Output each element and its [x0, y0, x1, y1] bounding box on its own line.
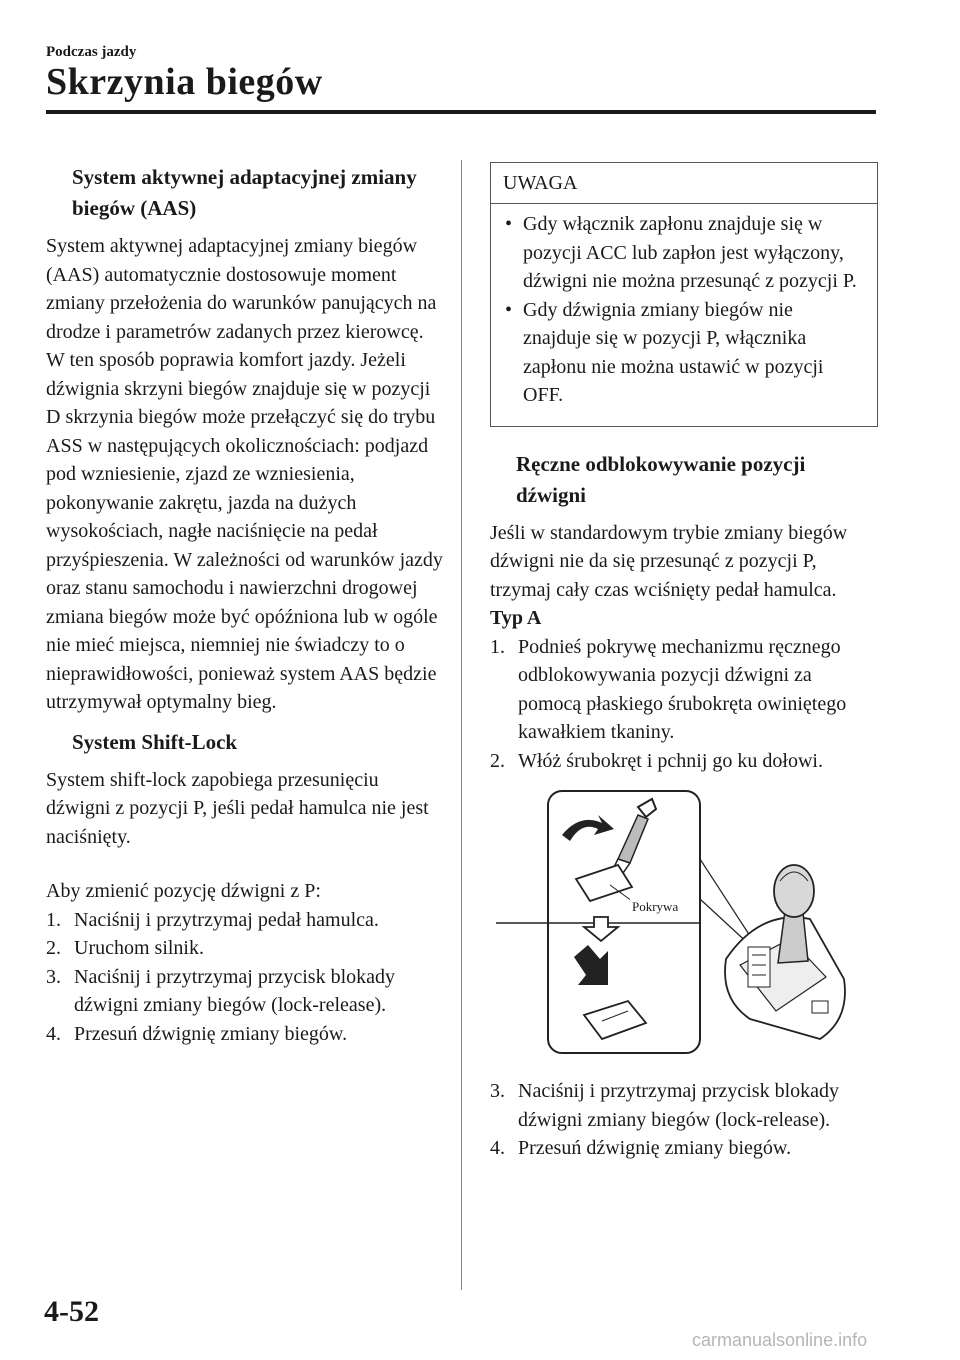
note-body: [491, 204, 877, 426]
left-column: [46, 162, 446, 1048]
list-item: 2. Uruchom silnik.: [46, 937, 204, 959]
note-bullet: • Gdy dźwignia zmiany biegów nie znajduje się w pozycji P, włącznika zapłonu nie można ustawić w pozycji OFF.: [505, 296, 865, 410]
aas-heading: System aktywnej adaptacyjnej zmiany biegów (AAS): [72, 165, 417, 220]
shiftlock-heading: System Shift-Lock: [72, 729, 238, 754]
type-label: Typ A: [490, 607, 542, 629]
page-title: Skrzynia biegów: [46, 61, 323, 103]
column-divider: [461, 160, 462, 1290]
list-item: 3. Naciśnij i przytrzymaj przycisk blokady dźwigni zmiany biegów (lock-release).: [46, 965, 396, 1016]
manual-steps-after: [490, 1077, 878, 1163]
list-item: 3. Naciśnij i przytrzymaj przycisk blokady dźwigni zmiany biegów (lock-release).: [490, 1080, 840, 1131]
bullet-icon: •: [505, 298, 513, 321]
page-number: 4-52: [44, 1295, 99, 1328]
figure-label: Pokrywa: [630, 893, 680, 922]
shiftlock-intro: Aby zmienić pozycję dźwigni z P:: [46, 880, 321, 902]
manual-steps: [490, 633, 878, 776]
manual-release-body: Jeśli w standardowym trybie zmiany biegów dźwigni nie da się przesunąć z pozycji P, trzymaj cały czas wciśnięty pedał hamulca.: [490, 521, 848, 601]
note-bullet: • Gdy włącznik zapłonu znajduje się w pozycji ACC lub zapłon jest wyłączony, dźwigni nie można przesunąć z pozycji P.: [505, 210, 865, 296]
note-title: UWAGA: [491, 163, 877, 204]
shiftlock-steps: [46, 906, 446, 1049]
right-column: [490, 162, 878, 1163]
watermark: carmanualsonline.info: [692, 1330, 868, 1350]
list-item: 4. Przesuń dźwignię zmiany biegów.: [46, 1022, 348, 1045]
bullet-icon: •: [505, 213, 513, 235]
header-rule: [46, 110, 876, 114]
list-item: 2. Włóż śrubokręt i pchnij go ku dołowi.: [490, 749, 823, 772]
shifter-illustration: [490, 789, 870, 1059]
list-item: 1. Podnieś pokrywę mechanizmu ręcznego odblokowywania pozycji dźwigni za pomocą płaskiego śrubokręta owiniętego kawałkiem tkaniny.: [490, 635, 847, 743]
list-item: 4. Przesuń dźwignię zmiany biegów.: [490, 1137, 792, 1159]
section-label: Podczas jazdy: [46, 44, 137, 60]
aas-body: System aktywnej adaptacyjnej zmiany biegów (AAS) automatycznie dostosowuje moment zmiany przełożenia do warunków panujących na drodze i parametrów zadanych przez kierowcę. W ten sposób poprawia komfort jazdy. Jeżeli dźwignia skrzyni biegów znajduje się w pozycji D skrzynia biegów może przełączyć się do trybu ASS w następujących okolicznościach: podjazd pod wzniesienie, zjazd ze wzniesienia, pokonywanie zakrętu, jazda na dużych wysokościach, nagłe naciśnięcie na pedał przyśpieszenia. W zależności od warunków jazdy oraz stanu samochodu i nawierzchni drogowej zmiana biegów może być opóźniona lub w ogóle nie mieć miejsca, niemniej nie świadczy to o nieprawidłowości, ponieważ system AAS będzie utrzymywał optymalny bieg.: [46, 235, 443, 713]
shiftlock-body: System shift-lock zapobiega przesunięciu dźwigni z pozycji P, jeśli pedał hamulca nie jest naciśnięty.: [46, 768, 429, 848]
note-box: [490, 162, 878, 427]
list-item: 1. Naciśnij i przytrzymaj pedał hamulca.: [46, 908, 379, 931]
manual-release-heading: Ręczne odblokowywanie pozycji dźwigni: [516, 451, 806, 507]
